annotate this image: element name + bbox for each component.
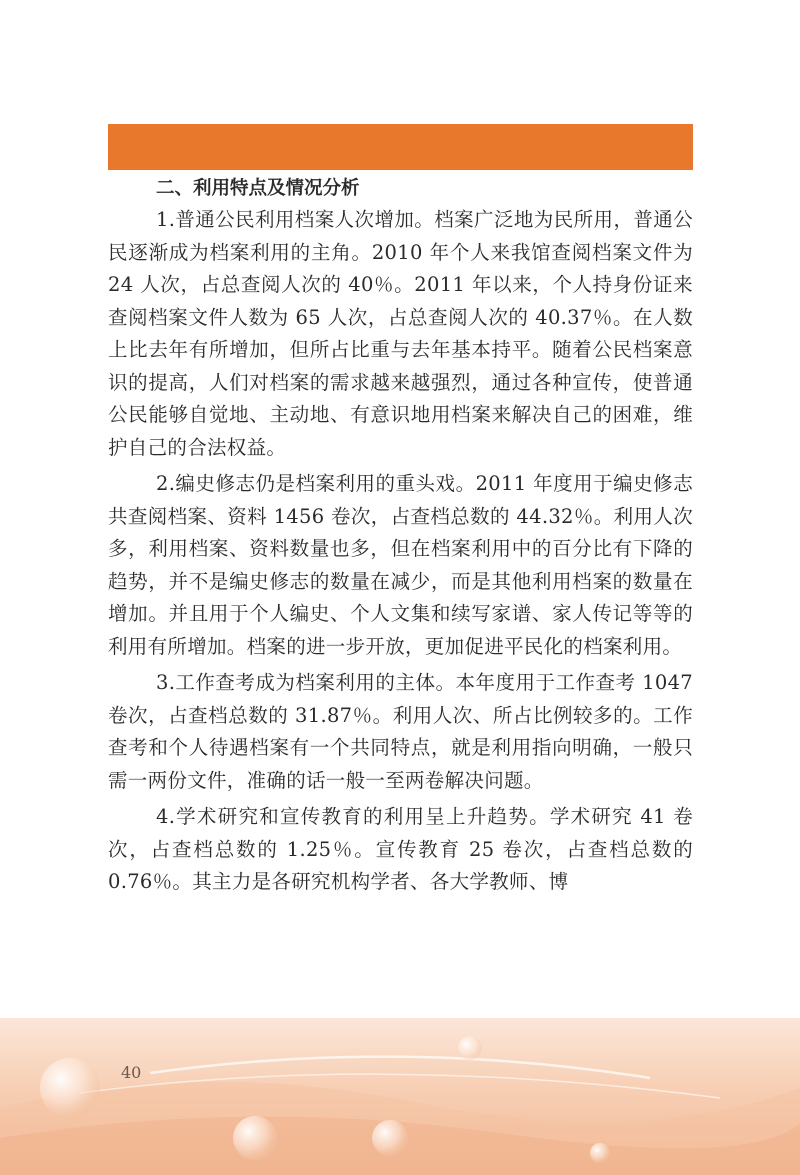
bubble — [590, 1143, 610, 1163]
page-number: 40 — [121, 1063, 142, 1082]
footer-decoration — [0, 1018, 800, 1175]
bubble — [458, 1036, 482, 1060]
bubble — [372, 1120, 408, 1156]
paragraph-4: 4.学术研究和宣传教育的利用呈上升趋势。学术研究 41 卷次，占查档总数的 1.25％。宣传教育 25 卷次，占查档总数的 0.76％。其主力是各研究机构学者、各大学教师、博 — [108, 805, 693, 893]
header-color-band — [108, 124, 693, 170]
bubble — [233, 1116, 277, 1160]
paragraph-2: 2.编史修志仍是档案利用的重头戏。2011 年度用于编史修志共查阅档案、资料 1456 卷次，占查档总数的 44.32％。利用人次多，利用档案、资料数量也多，但在档案利用中的百分比有下降的趋势，并不是编史修志的数量在减少，而是其他利用档案的数量在增加。并且用于个人编史、个人文集和续写家谱、家人传记等等的利用有所增加。档案的进一步开放，更加促进平民化的档案利用。 — [108, 472, 693, 658]
footer-bubbles-art — [0, 1018, 800, 1175]
section-heading: 二、利用特点及情况分析 — [156, 178, 360, 199]
paragraph-3: 3.工作查考成为档案利用的主体。本年度用于工作查考 1047 卷次，占查档总数的 31.87％。利用人次、所占比例较多的。工作查考和个人待遇档案有一个共同特点，就是利用指向明确，一般只需一两份文件，准确的话一般一至两卷解决问题。 — [108, 671, 693, 792]
paragraph-1: 1.普通公民利用档案人次增加。档案广泛地为民所用，普通公民逐渐成为档案利用的主角。2010 年个人来我馆查阅档案文件为 24 人次，占总查阅人次的 40％。2011 年以来，个人持身份证来查阅档案文件人数为 65 人次，占总查阅人次的 40.37％。在人数上比去年有所增加，但所占比重与去年基本持平。随着公民档案意识的提高，人们对档案的需求越来越强烈，通过各种宣传，使普通公民能够自觉地、主动地、有意识地用档案来解决自己的困难，维护自己的合法权益。 — [108, 208, 693, 459]
bubble — [40, 1058, 100, 1118]
page-body — [108, 174, 693, 899]
